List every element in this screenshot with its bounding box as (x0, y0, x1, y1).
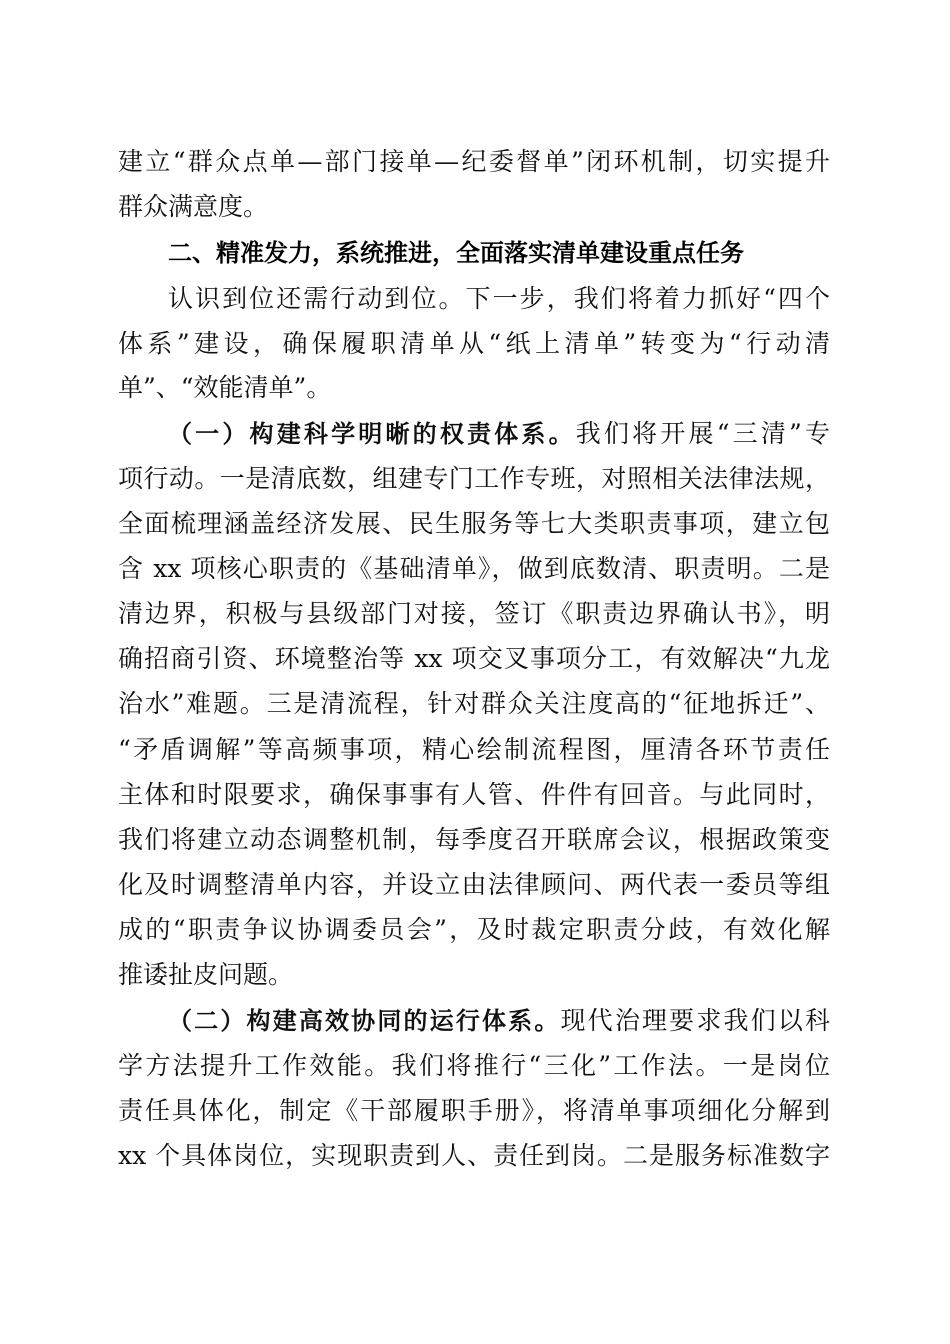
paragraph-line: 单”、“效能清单”。 (118, 373, 332, 402)
paragraph-line: xx 个具体岗位，实现职责到人、责任到岗。二是服务标准数字 (118, 1141, 830, 1170)
paragraph-line: 责任具体化，制定《干部履职手册》，将清单事项细化分解到 (118, 1096, 830, 1125)
paragraph-line: 建立“群众点单—部门接单—纪委督单”闭环机制，切实提升 (118, 147, 830, 176)
paragraph-line: 推诿扯皮问题。 (118, 960, 294, 989)
paragraph-line: 认识到位还需行动到位。下一步，我们将着力抓好“四个 (168, 284, 830, 313)
item-lead: （一）构建科学明晰的权责体系。 (168, 420, 576, 448)
paragraph-line: 化及时调整清单内容，并设立由法律顾问、两代表一委员等组 (118, 870, 830, 899)
paragraph-line: 群众满意度。 (118, 192, 269, 221)
item-lead: （二）构建高效协同的运行体系。 (168, 1007, 561, 1035)
item-lead-rest: 我们将开展“三清”专 (575, 419, 831, 448)
item-heading-line (168, 418, 830, 450)
paragraph-line: “矛盾调解”等高频事项，精心绘制流程图，厘清各环节责任 (118, 735, 830, 764)
paragraph-line: 体系”建设，确保履职清单从“纸上清单”转变为“行动清 (118, 329, 830, 358)
item-lead-rest: 现代治理要求我们以科 (560, 1006, 830, 1035)
section-heading: 二、精准发力，系统推进，全面落实清单建设重点任务 (168, 239, 744, 267)
paragraph-line: 学方法提升工作效能。我们将推行“三化”工作法。一是岗位 (118, 1051, 830, 1080)
paragraph-line: 成的“职责争议协调委员会”，及时裁定职责分歧，有效化解 (118, 915, 830, 944)
paragraph-line: 全面梳理涵盖经济发展、民生服务等七大类职责事项，建立包 (118, 509, 830, 538)
paragraph-line: 清边界，积极与县级部门对接，签订《职责边界确认书》，明 (118, 599, 830, 628)
paragraph-line: 我们将建立动态调整机制，每季度召开联席会议，根据政策变 (118, 825, 830, 854)
paragraph-line: 含 xx 项核心职责的《基础清单》，做到底数清、职责明。二是 (118, 554, 830, 583)
paragraph-line: 项行动。一是清底数，组建专门工作专班，对照相关法律法规， (118, 464, 830, 493)
paragraph-line: 主体和时限要求，确保事事有人管、件件有回音。与此同时， (118, 780, 830, 809)
item-heading-line (168, 1005, 830, 1037)
paragraph-line: 治水”难题。三是清流程，针对群众关注度高的“征地拆迁”、 (118, 689, 830, 718)
paragraph-line: 确招商引资、环境整治等 xx 项交叉事项分工，有效解决“九龙 (118, 644, 830, 673)
